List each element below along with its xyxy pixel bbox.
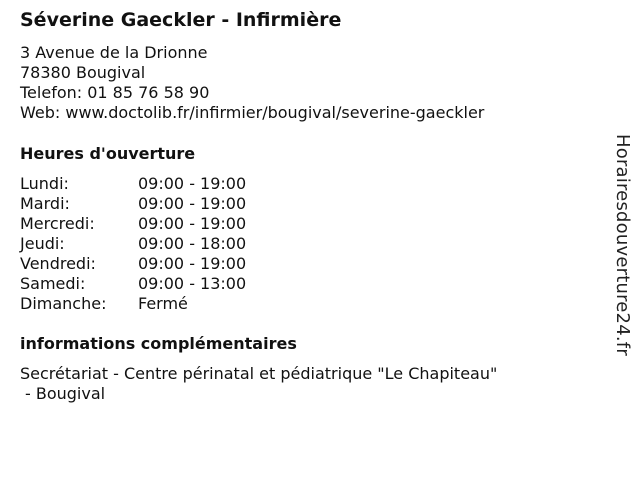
day-hours: 09:00 - 13:00 [138, 274, 247, 293]
info-line: - Bougival [25, 384, 106, 403]
day-label: Jeudi: [20, 234, 65, 253]
day-label: Samedi: [20, 274, 86, 293]
website-link[interactable]: Web: www.doctolib.fr/infirmier/bougival/severine-gaeckler [20, 103, 485, 122]
info-heading: informations complémentaires [20, 334, 297, 353]
day-hours: 09:00 - 19:00 [138, 214, 247, 233]
info-block [20, 364, 497, 404]
day-hours: 09:00 - 19:00 [138, 194, 247, 213]
day-label: Mardi: [20, 194, 70, 213]
site-brand: Horairesdouverture24.fr [612, 134, 633, 356]
day-hours: Fermé [138, 294, 188, 313]
day-label: Dimanche: [20, 294, 107, 313]
day-hours: 09:00 - 19:00 [138, 254, 247, 273]
hours-heading: Heures d'ouverture [20, 144, 196, 163]
street-address: 3 Avenue de la Drionne [20, 43, 208, 62]
day-hours: 09:00 - 18:00 [138, 234, 247, 253]
phone-number: Telefon: 01 85 76 58 90 [20, 83, 210, 102]
page-title: Séverine Gaeckler - Infirmière [20, 9, 342, 31]
day-label: Lundi: [20, 174, 69, 193]
day-label: Vendredi: [20, 254, 96, 273]
day-hours: 09:00 - 19:00 [138, 174, 247, 193]
day-label: Mercredi: [20, 214, 95, 233]
address-block [20, 43, 484, 123]
city-postcode: 78380 Bougival [20, 63, 146, 82]
info-line: Secrétariat - Centre périnatal et pédiatrique "Le Chapiteau" [20, 364, 498, 383]
